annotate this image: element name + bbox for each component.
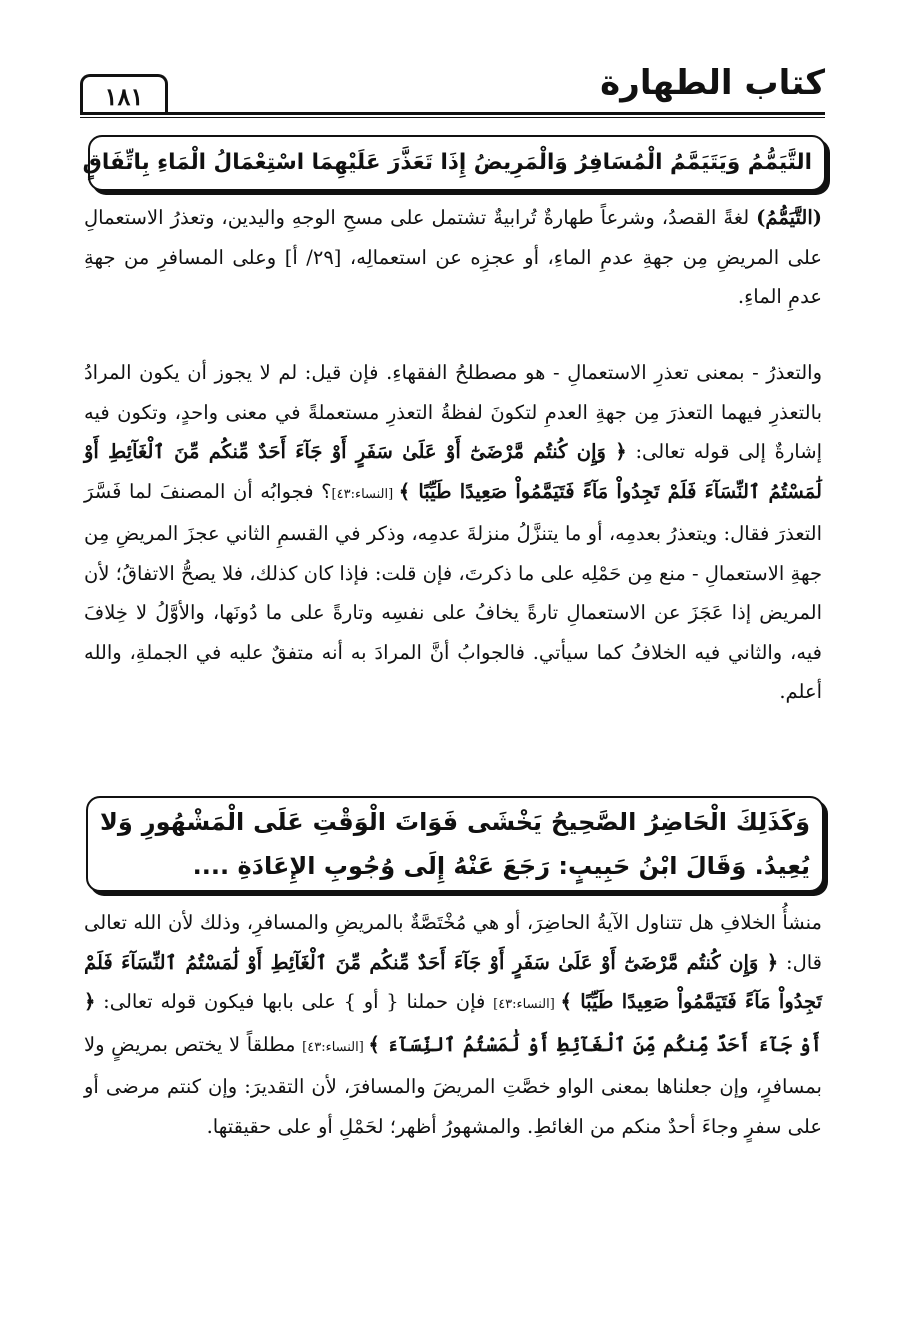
matn-text: التَّيَمُّمُ وَيَتَيَمَّمُ الْمُسَافِرُ وَالْمَرِيضُ إِذَا تَعَذَّرَ عَلَيْهِمَا اسْتِعْمَالُ الْمَاءِ بِاتِّفَاقٍ — [82, 150, 812, 175]
commentary-paragraph — [84, 903, 822, 1146]
verse-reference: [النساء:٤٣] — [331, 486, 399, 502]
paragraph-text: لغةً القصدُ، وشرعاً طهارةٌ تُرابيةٌ تشتمل على مسحِ الوجهِ واليدين، وتعذرُ الاستعمالِ على المريضِ مِن جهةِ عدمِ الماءِ، أو عجزِه عن استعمالِه، [٢٩/ أ] وعلى المسافرِ من جهةِ عدمِ الماءِ. — [84, 206, 822, 308]
page-number: ١٨١ — [80, 74, 168, 115]
header-rule-thin — [80, 117, 825, 118]
verse-reference: [النساء:٤٣] — [493, 997, 561, 1012]
running-header — [80, 58, 825, 116]
quran-verse: ﴿ أَوْ جَآءَ أَحَدٌ مِّنكُم مِّنَ ٱلْغَآئِطِ أَوْ لَٰمَسْتُمُ ٱلنِّسَآءَ ﴾ — [84, 990, 822, 1056]
book-title: كتاب الطهارة — [600, 63, 825, 103]
commentary-paragraph — [84, 198, 822, 317]
paragraph-text: ؟ فجوابُه أن المصنفَ لما فَسَّرَ التعذرَ فقال: ويتعذرُ بعدمِه، أو ما يتنزَّلُ منزلةَ عدمِه، وذكر في القسمِ الثاني عجزَ المريضِ مِن جهةِ الاستعمالِ - منع مِن حَمْلِه على ما ذكرتَ، فإن قلت: فإذا كان كذلك، فلا يصحُّ الاتفاقُ؛ لأن المريض إذا عَجَزَ عن الاستعمالِ تارةً يخافُ على نفسِه وتارةً على ما دُونَها، والأوَّلُ لا خِلافَ فيه، والثاني فيه الخلافُ كما سيأتي. فالجوابُ أنَّ المرادَ به أنه متفقٌ عليه في الجملةِ، والله أعلم. — [84, 479, 822, 703]
matn-box-hadir — [86, 796, 824, 892]
paragraph-text: مطلقاً لا يختص بمريضٍ ولا بمسافرٍ، وإن جعلناها بمعنى الواو خصَّتِ المريضَ والمسافرَ، لأن التقديرَ: وإن كنتم مرضى أو على سفرٍ وجاءَ أحدٌ منكم من الغائطِ. والمشهورُ أظهر؛ لحَمْلِ أو على حقيقتها. — [84, 1032, 822, 1138]
paragraph-text: فإن حملنا { أو } على بابها فيكون قوله تعالى: — [95, 990, 494, 1013]
header-rule — [80, 112, 825, 115]
matn-box-tayammum — [82, 135, 826, 191]
matn-text: وَكَذَلِكَ الْحَاضِرُ الصَّحِيحُ يَخْشَى فَوَاتَ الْوَقْتِ عَلَى الْمَشْهُورِ وَلا يُعِيدُ. وَقَالَ ابْنُ حَبِيبٍ: رَجَعَ عَنْهُ إِلَى وُجُوبِ الإِعَادَةِ .... — [100, 808, 810, 880]
paragraph-text: منشأُ الخلافِ هل تتناول الآيةُ الحاضِرَ، أو هي مُخْتَصَّةٌ بالمريضِ والمسافرِ، وذلك لأن الله تعالى قال: — [84, 911, 822, 974]
verse-reference: [النساء:٤٣] — [302, 1039, 369, 1055]
quran-verse: ﴿ وَإِن كُنتُم مَّرْضَىٰٓ أَوْ عَلَىٰ سَفَرٍ أَوْ جَآءَ أَحَدٌ مِّنكُم مِّنَ ٱلْغَآئِطِ أَوْ لَٰمَسْتُمُ ٱلنِّسَآءَ فَلَمْ تَجِدُواْ مَآءً فَتَيَمَّمُواْ صَعِيدًا طَيِّبًا ﴾ — [84, 440, 822, 503]
defined-term: (التَّيَمُّمُ) — [756, 206, 822, 229]
quran-verse: ﴿ وَإِن كُنتُم مَّرْضَىٰٓ أَوْ عَلَىٰ سَفَرٍ أَوْ جَآءَ أَحَدٌ مِّنكُم مِّنَ ٱلْغَآئِطِ أَوْ لَٰمَسْتُمُ ٱلنِّسَآءَ فَلَمْ تَجِدُواْ مَآءً فَتَيَمَّمُواْ صَعِيدًا طَيِّبًا ﴾ — [84, 950, 822, 1013]
paragraph-text: والتعذرُ - بمعنى تعذرِ الاستعمالِ - هو مصطلحُ الفقهاءِ. فإن قيل: لم لا يجوز أن يكون المرادُ بالتعذرِ فيهما التعذرَ مِن جهةِ العدمِ لتكونَ لفظةُ التعذرِ مستعملةً في معنى واحدٍ، وتكون فيه إشارةٌ إلى قوله تعالى: — [84, 361, 822, 463]
commentary-paragraph — [84, 353, 822, 712]
